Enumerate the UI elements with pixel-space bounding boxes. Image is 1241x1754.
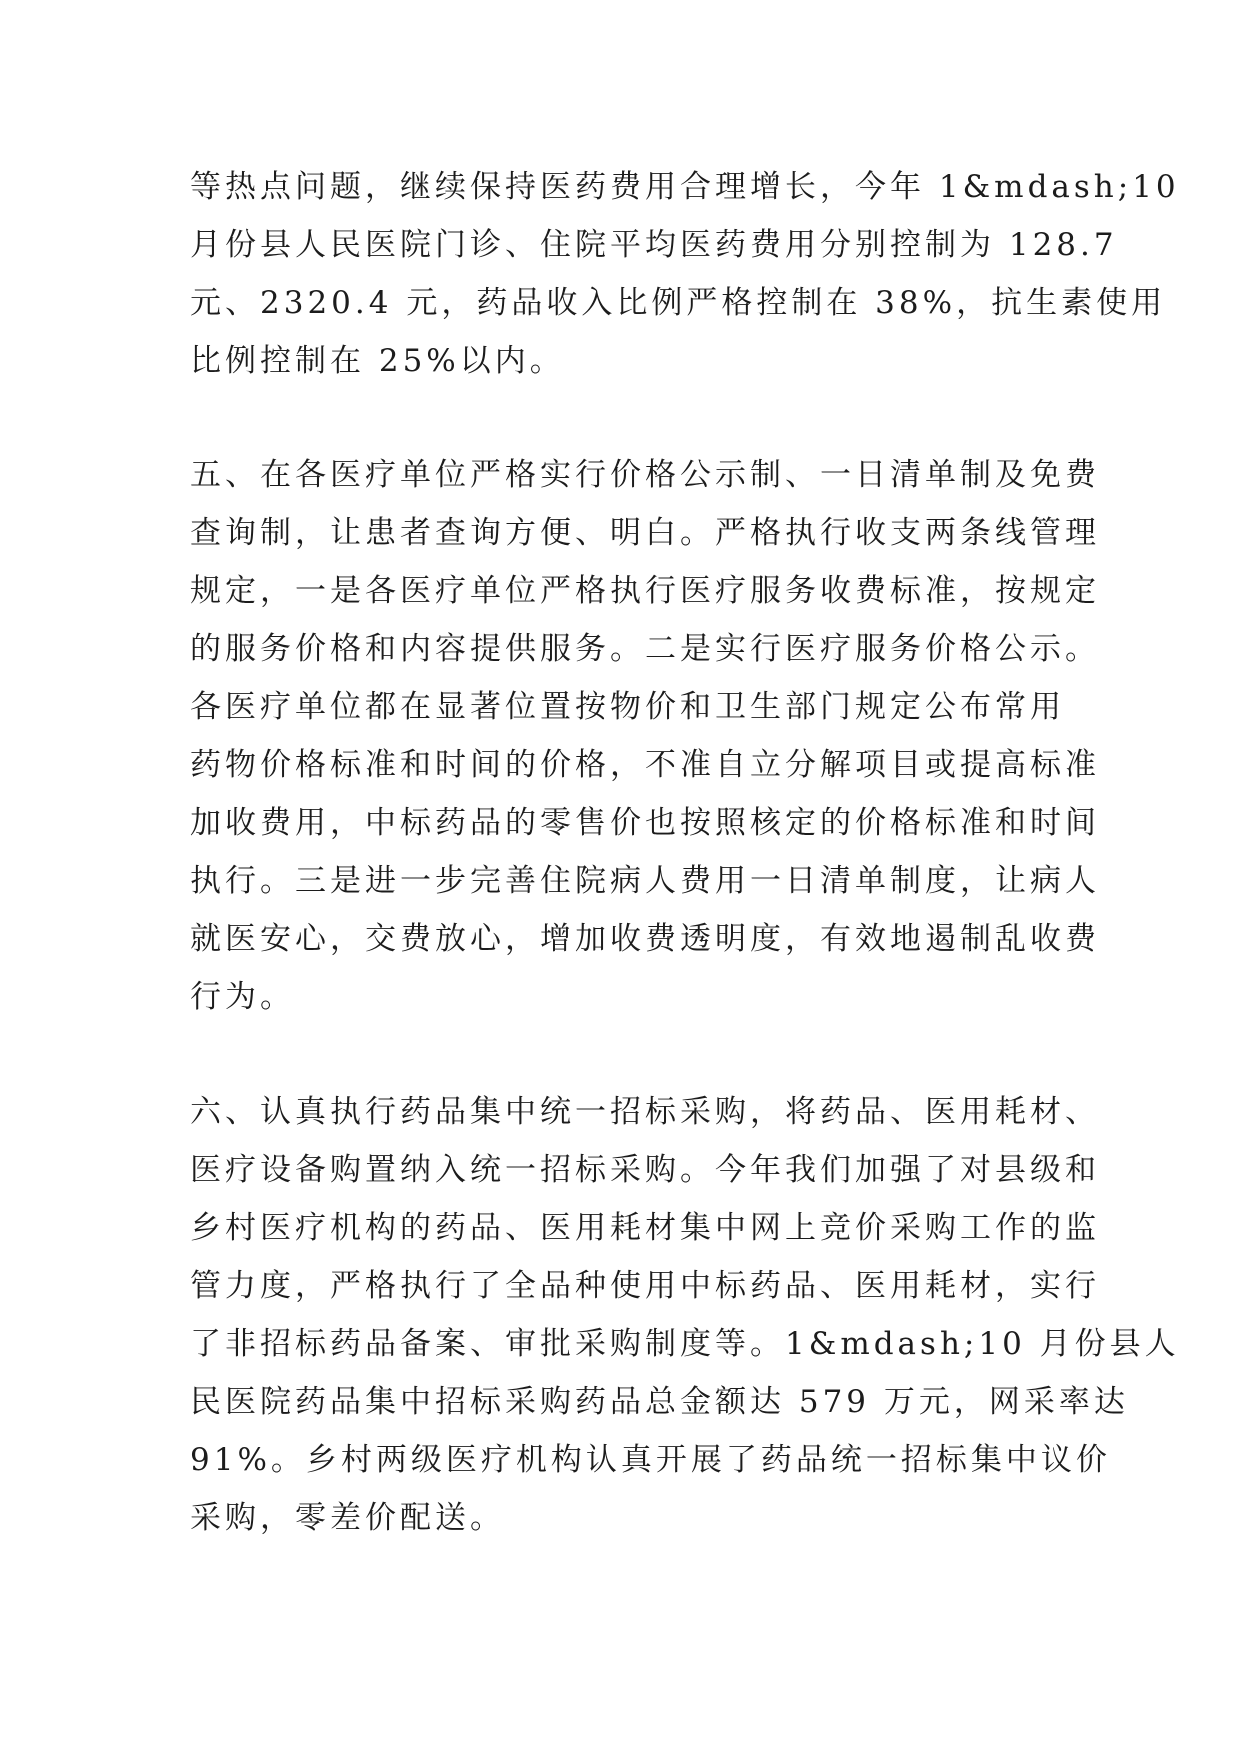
text-line: 就医安心，交费放心，增加收费透明度，有效地遏制乱收费 — [190, 921, 1100, 957]
text-line: 民医院药品集中招标采购药品总金额达 579 万元，网采率达 — [190, 1384, 1129, 1420]
text-line: 医疗设备购置纳入统一招标采购。今年我们加强了对县级和 — [190, 1152, 1100, 1188]
text-line: 元、2320.4 元，药品收入比例严格控制在 38%，抗生素使用 — [190, 285, 1167, 321]
text-line: 规定，一是各医疗单位严格执行医疗服务收费标准，按规定 — [190, 573, 1100, 609]
text-line: 乡村医疗机构的药品、医用耗材集中网上竞价采购工作的监 — [190, 1210, 1100, 1246]
text-line: 五、在各医疗单位严格实行价格公示制、一日清单制及免费 — [190, 457, 1100, 493]
text-line: 采购，零差价配送。 — [190, 1500, 505, 1536]
text-line: 执行。三是进一步完善住院病人费用一日清单制度，让病人 — [190, 863, 1100, 899]
text-line: 月份县人民医院门诊、住院平均医药费用分别控制为 128.7 — [190, 227, 1118, 263]
paragraph-price-publicity — [190, 446, 1100, 1026]
paragraph-medical-costs — [190, 158, 1180, 390]
text-line: 了非招标药品备案、审批采购制度等。1&mdash;10 月份县人 — [190, 1326, 1180, 1362]
text-line: 六、认真执行药品集中统一招标采购，将药品、医用耗材、 — [190, 1094, 1100, 1130]
text-line: 管力度，严格执行了全品种使用中标药品、医用耗材，实行 — [190, 1268, 1100, 1304]
text-line: 行为。 — [190, 979, 295, 1015]
paragraph-drug-procurement — [190, 1083, 1180, 1547]
text-line: 比例控制在 25%以内。 — [190, 343, 565, 379]
text-line: 各医疗单位都在显著位置按物价和卫生部门规定公布常用 — [190, 689, 1065, 725]
text-line: 加收费用，中标药品的零售价也按照核定的价格标准和时间 — [190, 805, 1100, 841]
text-line: 等热点问题，继续保持医药费用合理增长，今年 1&mdash;10 — [190, 169, 1180, 205]
text-line: 查询制，让患者查询方便、明白。严格执行收支两条线管理 — [190, 515, 1100, 551]
text-line: 药物价格标准和时间的价格，不准自立分解项目或提高标准 — [190, 747, 1100, 783]
text-line: 的服务价格和内容提供服务。二是实行医疗服务价格公示。 — [190, 631, 1100, 667]
text-line: 91%。乡村两级医疗机构认真开展了药品统一招标集中议价 — [190, 1442, 1111, 1478]
